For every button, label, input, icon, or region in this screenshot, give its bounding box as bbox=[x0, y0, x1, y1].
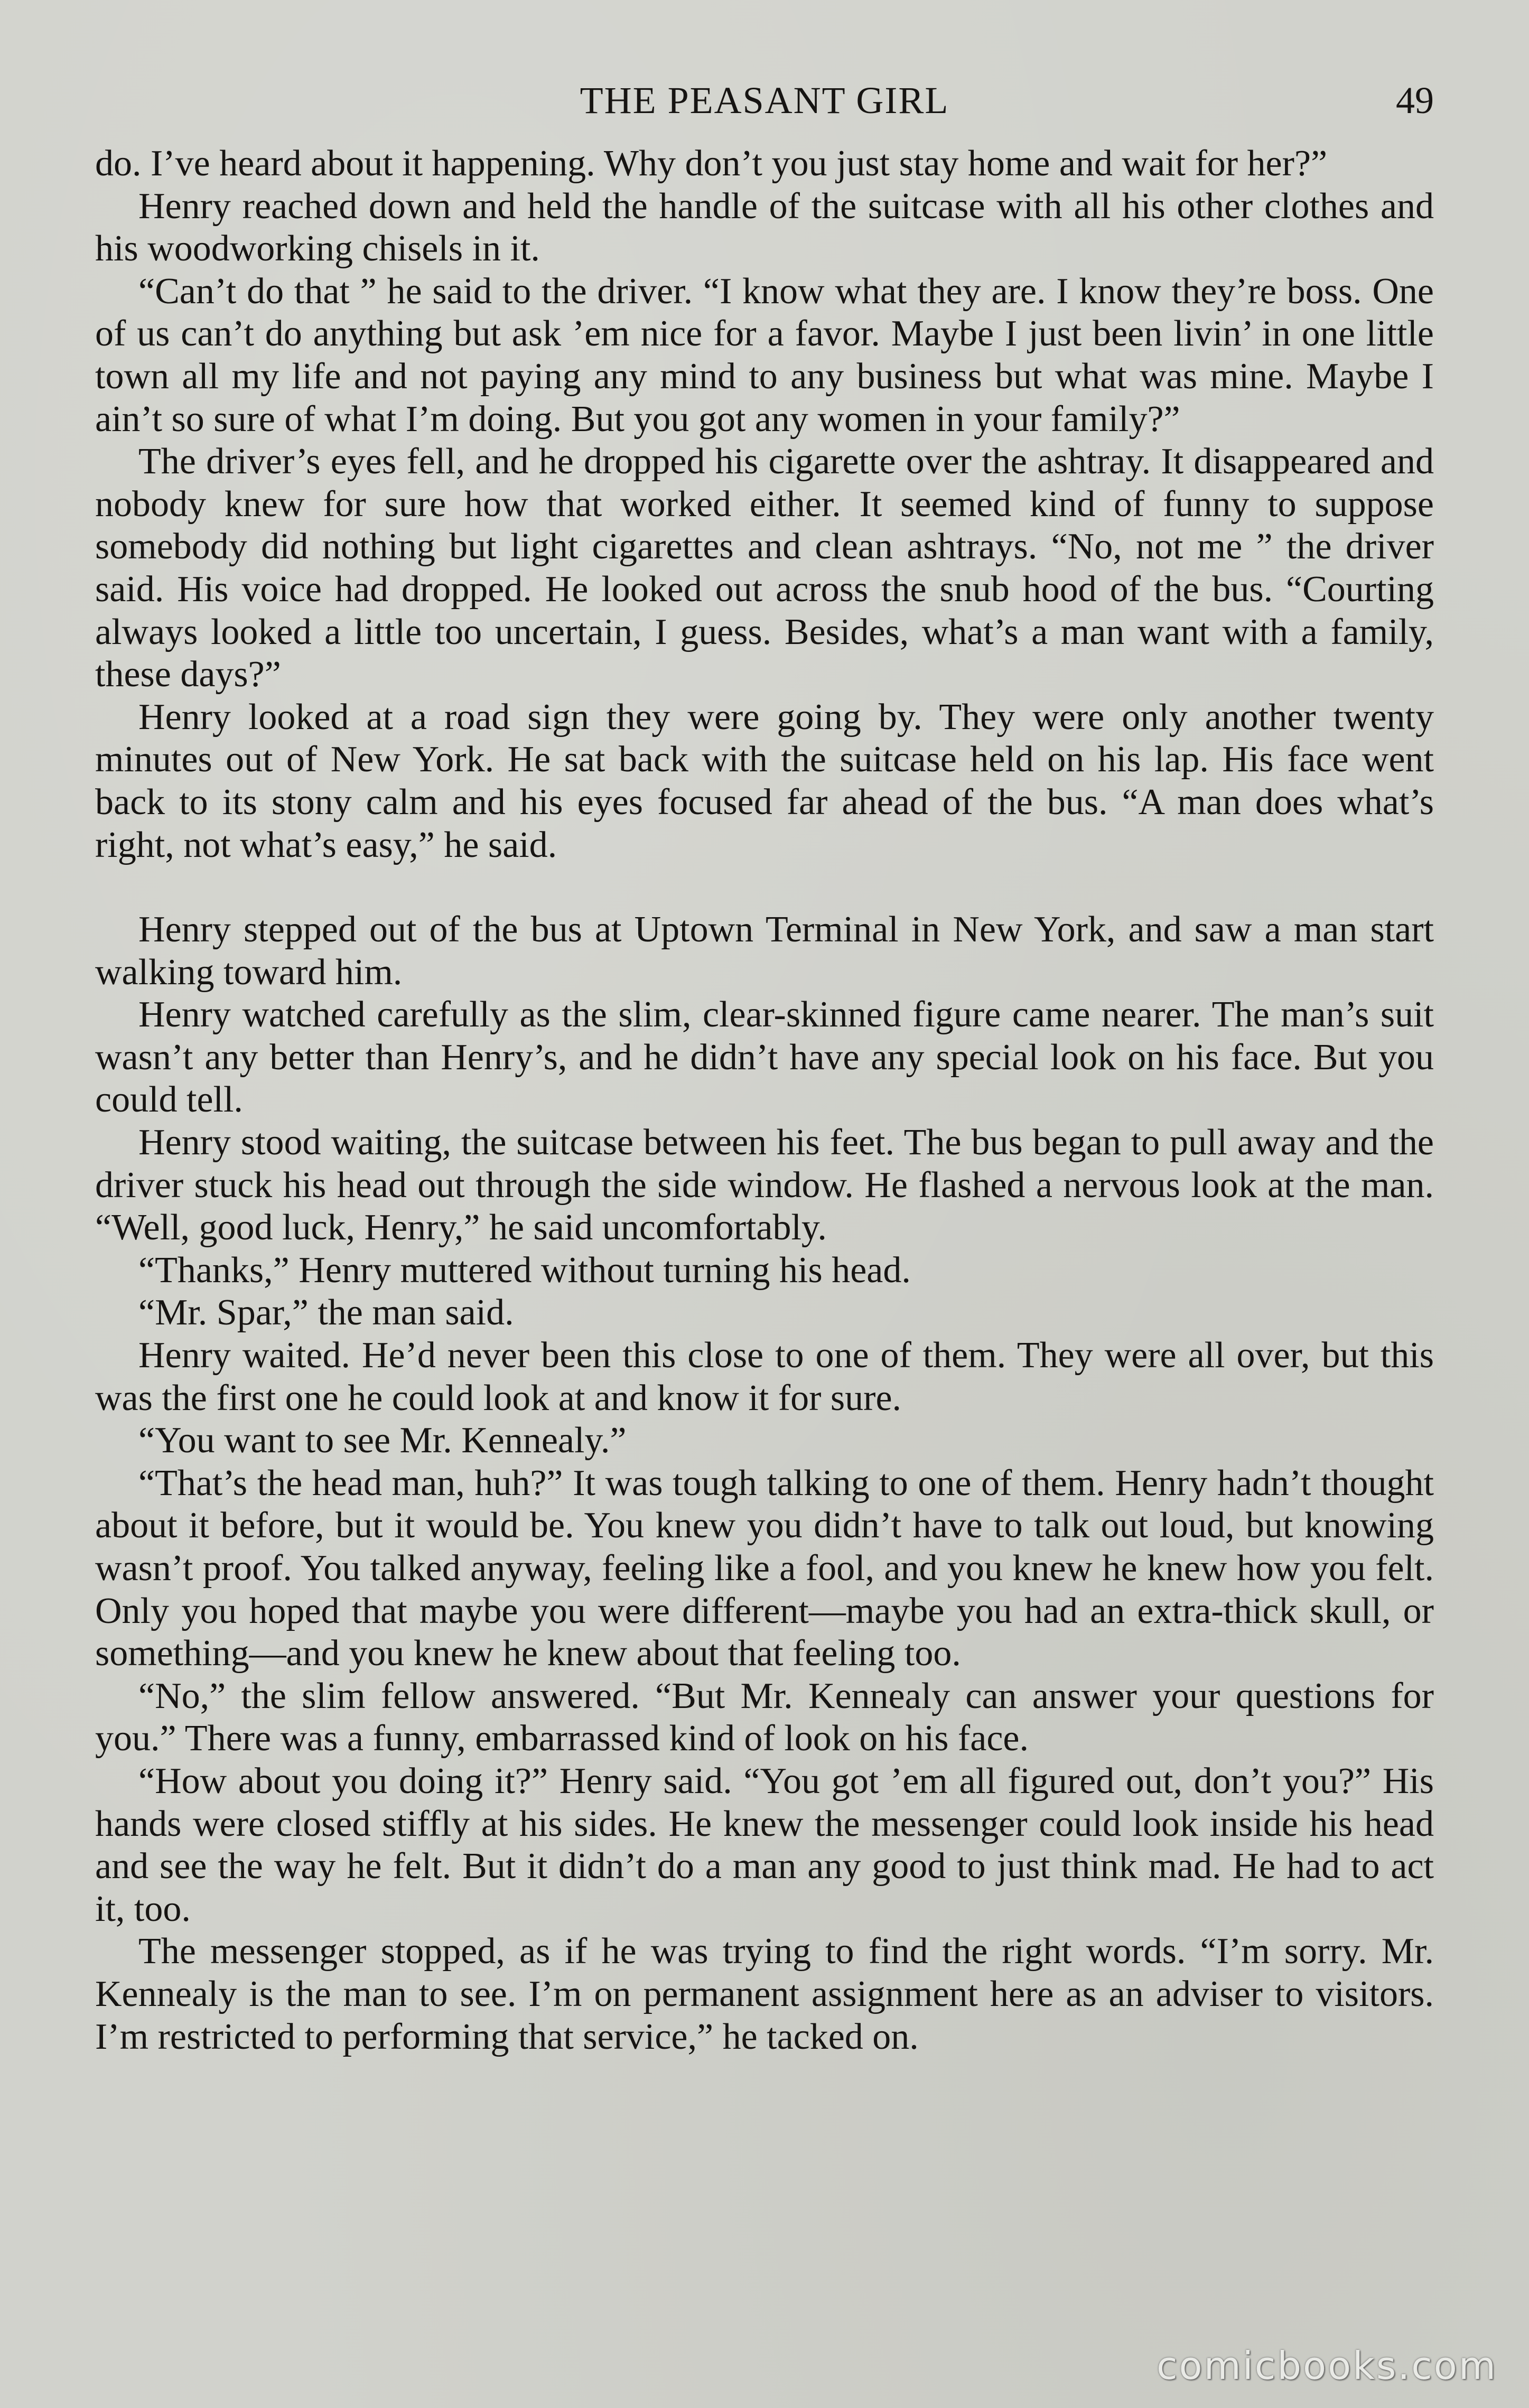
paragraph: “How about you doing it?” Henry said. “You got ’em all figured out, don’t you?” His hands were closed stiffly at his sides. He knew the messenger could look inside his head and see the way he felt. But it didn’t do a man any good to just think mad. He had to act it, too. bbox=[95, 1760, 1434, 1929]
page-number: 49 bbox=[1396, 79, 1434, 122]
paragraph: “That’s the head man, huh?” It was tough talking to one of them. Henry hadn’t thought about it before, but it would be. You knew you didn’t have to talk out loud, but knowing wasn’t proof. You talked anyway, feeling like a fool, and you knew he knew how you felt. Only you hoped that maybe you were different—maybe you had an extra-thick skull, or something—and you knew he knew about that feeling too. bbox=[95, 1462, 1434, 1674]
paragraph: “No,” the slim fellow answered. “But Mr. Kennealy can answer your questions for you.” There was a funny, embarrassed kind of look on his face. bbox=[95, 1675, 1434, 1759]
paragraph: The driver’s eyes fell, and he dropped his cigarette over the ashtray. It disappeared and nobody knew for sure how that worked either. It seemed kind of funny to suppose somebody did nothing but light cigarettes and clean ashtrays. “No, not me ” the driver said. His voice had dropped. He looked out across the snub hood of the bus. “Courting always looked a little too uncertain, I guess. Besides, what’s a man want with a family, these days?” bbox=[95, 441, 1434, 695]
paragraph: “You want to see Mr. Kennealy.” bbox=[138, 1420, 627, 1461]
paragraph: “Can’t do that ” he said to the driver. “I know what they are. I know they’re boss. One of us can’t do anything but ask ’em nice for a favor. Maybe I just been livin’ in one little town all my life and not paying any mind to any business but what was mine. Maybe I ain’t so sure of what I’m doing. But you got any women in your family?” bbox=[95, 270, 1434, 440]
paragraph: Henry stood waiting, the suitcase between his feet. The bus began to pull away and the driver stuck his head out through the side window. He flashed a nervous look at the man. “Well, good luck, Henry,” he said uncomfortably. bbox=[95, 1122, 1434, 1248]
paragraph: Henry waited. He’d never been this close to one of them. They were all over, but this was the first one he could look at and know it for sure. bbox=[95, 1335, 1434, 1418]
paragraph: “Mr. Spar,” the man said. bbox=[138, 1292, 514, 1333]
paragraph: “Thanks,” Henry muttered without turning his head. bbox=[138, 1249, 911, 1291]
site-watermark: comicbooks.com bbox=[1156, 2344, 1497, 2388]
paragraph: Henry looked at a road sign they were going by. They were only another twenty minutes out of New York. He sat back with the suitcase held on his lap. His face went back to its stony calm and his eyes focused far ahead of the bus. “A man does what’s right, not what’s easy,” he said. bbox=[95, 696, 1434, 865]
story-text bbox=[95, 143, 1434, 2058]
paragraph: Henry stepped out of the bus at Uptown Terminal in New York, and saw a man start walking toward him. bbox=[95, 909, 1434, 993]
paragraph: Henry watched carefully as the slim, clear-skinned figure came nearer. The man’s suit wasn’t any better than Henry’s, and he didn’t have any special look on his face. But you could tell. bbox=[95, 994, 1434, 1121]
paragraph: The messenger stopped, as if he was trying to find the right words. “I’m sorry. Mr. Kennealy is the man to see. I’m on permanent assignment here as an adviser to visitors. I’m restricted to performing that service,” he tacked on. bbox=[95, 1931, 1434, 2057]
page-header bbox=[95, 74, 1434, 127]
running-title: THE PEASANT GIRL bbox=[580, 79, 949, 122]
paragraph: do. I’ve heard about it happening. Why don’t you just stay home and wait for her?” bbox=[95, 143, 1328, 184]
paragraph: Henry reached down and held the handle of the suitcase with all his other clothes and his woodworking chisels in it. bbox=[95, 185, 1434, 269]
